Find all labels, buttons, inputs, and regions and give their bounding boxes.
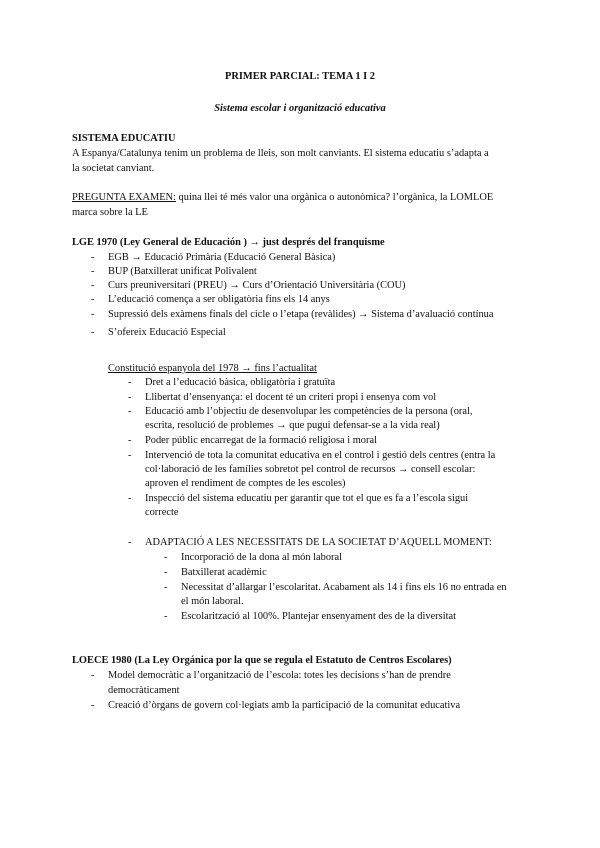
- section-heading-lge: LGE 1970 (Ley General de Educación ) → just després del franquisme: [72, 237, 385, 248]
- list-item-continuation: col·laboració de les famílies sobretot pel control de recursos → consell escolar:: [145, 464, 476, 475]
- dash-bullet: -: [91, 280, 95, 291]
- paragraph-line: la societat canviant.: [72, 163, 155, 174]
- list-item: Model democràtic a l’organització de l’escola: totes les decisions s’han de prendre: [108, 670, 451, 681]
- sub-list-item-continuation: el món laboral.: [181, 596, 244, 607]
- page-title: PRIMER PARCIAL: TEMA 1 I 2: [225, 71, 375, 82]
- dash-bullet: -: [128, 392, 132, 403]
- list-item: Dret a l’educació bàsica, obligatòria i gratuïta: [145, 377, 336, 388]
- section-heading-sistema: SISTEMA EDUCATIU: [72, 133, 176, 144]
- list-item-continuation: aproven el rendiment de comptes de les escoles): [145, 478, 346, 489]
- section-heading-loece: LOECE 1980 (La Ley Orgánica por la que se regula el Estatuto de Centros Escolares): [72, 655, 452, 666]
- dash-bullet: -: [91, 327, 95, 338]
- list-item: Curs preuniversitari (PREU) → Curs d’Orientació Universitària (COU): [108, 280, 406, 291]
- list-item: Creació d’òrgans de govern col·legiats amb la participació de la comunitat educativa: [108, 700, 461, 711]
- dash-bullet: -: [128, 435, 132, 446]
- list-item: Supressió dels exàmens finals del cicle o l’etapa (revàlides) → Sistema d’avaluació contínua: [108, 309, 494, 320]
- dash-bullet: -: [91, 670, 95, 681]
- exam-question-text: marca sobre la LE: [72, 207, 148, 218]
- list-item-continuation: correcte: [145, 507, 179, 518]
- dash-bullet: -: [128, 406, 132, 417]
- exam-question: [72, 190, 493, 205]
- exam-question-label: PREGUNTA EXAMEN:: [72, 192, 176, 203]
- dash-bullet: -: [128, 450, 132, 461]
- list-item: BUP (Batxillerat unificat Polivalent: [108, 266, 257, 277]
- list-item: Llibertat d’ensenyança: el docent té un criteri propi i ensenya com vol: [145, 392, 437, 403]
- exam-question-text: quina llei té més valor una orgànica o autonòmica? l’orgànica, la LOMLOE: [175, 192, 494, 203]
- dash-bullet: -: [128, 537, 132, 548]
- list-item-continuation: democràticament: [108, 685, 180, 696]
- dash-bullet: -: [91, 294, 95, 305]
- list-item: S’ofereix Educació Especial: [108, 327, 226, 338]
- list-item: EGB → Educació Primària (Educació General Bàsica): [108, 252, 336, 263]
- list-item-continuation: escrita, resolució de problemes → que pugui defensar-se a la vida real): [145, 420, 440, 431]
- sub-list-item: Escolarització al 100%. Plantejar ensenyament des de la diversitat: [181, 611, 456, 622]
- subsection-heading-constitucio: Constitució espanyola del 1978 → fins l’actualitat: [108, 363, 317, 374]
- sub-list-item: Incorporació de la dona al món laboral: [181, 552, 342, 563]
- dash-bullet: -: [91, 700, 95, 711]
- list-item-heading: ADAPTACIÓ A LES NECESSITATS DE LA SOCIETAT D’AQUELL MOMENT:: [145, 537, 492, 548]
- sub-list-item: Necessitat d’allargar l’escolaritat. Acabament als 14 i fins els 16 no entrada en: [181, 582, 507, 593]
- dash-bullet: -: [164, 611, 168, 622]
- dash-bullet: -: [91, 266, 95, 277]
- dash-bullet: -: [128, 377, 132, 388]
- list-item: Poder públic encarregat de la formació religiosa i moral: [145, 435, 377, 446]
- page-subtitle: Sistema escolar i organització educativa: [214, 103, 386, 114]
- dash-bullet: -: [164, 552, 168, 563]
- dash-bullet: -: [164, 567, 168, 578]
- list-item: Educació amb l’objectiu de desenvolupar les competències de la persona (oral,: [145, 406, 473, 417]
- dash-bullet: -: [164, 582, 168, 593]
- dash-bullet: -: [91, 309, 95, 320]
- paragraph-line: A Espanya/Catalunya tenim un problema de lleis, son molt canviants. El sistema educatiu s’adapta a: [72, 148, 489, 159]
- list-item: L’educació comença a ser obligatòria fins els 14 anys: [108, 294, 330, 305]
- dash-bullet: -: [128, 493, 132, 504]
- list-item: Inspecció del sistema educatiu per garantir que tot el que es fa a l’escola sigui: [145, 493, 469, 504]
- dash-bullet: -: [91, 252, 95, 263]
- sub-list-item: Batxillerat acadèmic: [181, 567, 267, 578]
- list-item: Intervenció de tota la comunitat educativa en el control i gestió dels centres (entra la: [145, 450, 496, 461]
